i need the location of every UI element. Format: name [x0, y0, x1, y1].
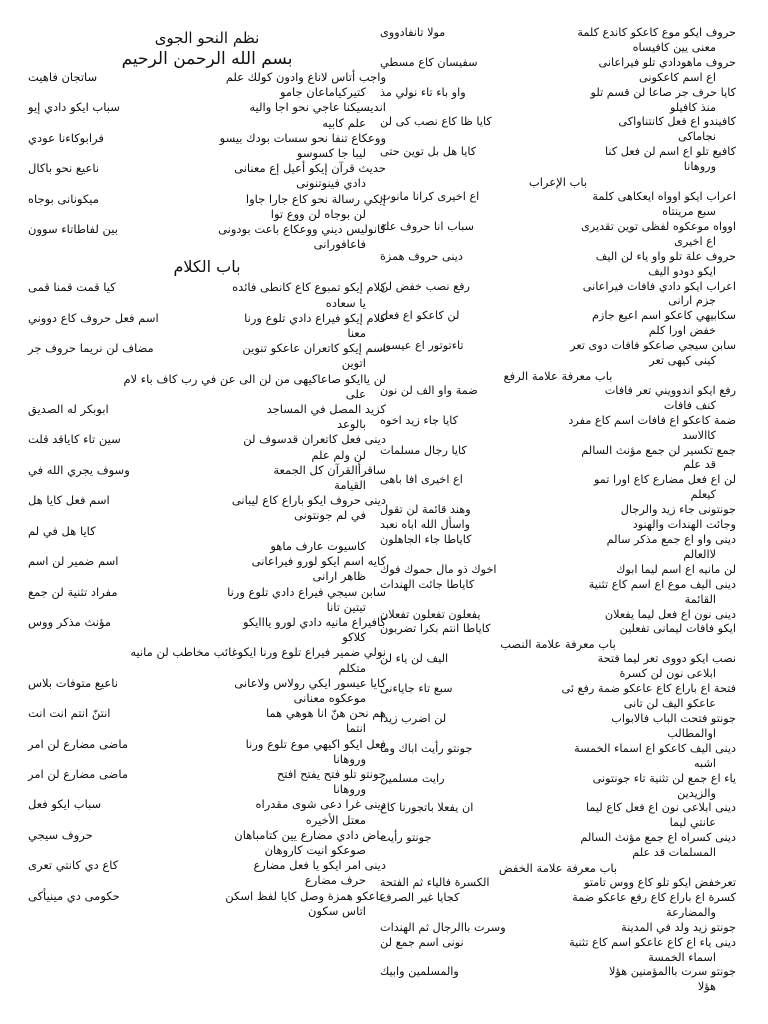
- verse-continuation: اوالمطالب: [667, 726, 716, 740]
- verse: [380, 563, 736, 578]
- verse-second-half: مفراد تثنية لن جمع: [28, 584, 118, 599]
- verse: [380, 384, 736, 414]
- verse-continuation: سبع مرينتاه: [662, 204, 716, 218]
- verse-continuation: كنف فافات: [663, 398, 716, 412]
- verse: [380, 86, 736, 116]
- verse-second-half: ميكونانى بوجاه: [28, 191, 99, 206]
- verse-continuation: كاالاسد: [682, 428, 716, 442]
- verse-continuation: اتوين: [341, 356, 366, 371]
- verse-first-half: جونتو فتحت الباب فالابواب: [611, 711, 736, 725]
- verse-second-half: لن كاعكو اع فعل: [380, 309, 460, 323]
- verse: [380, 518, 736, 533]
- verse-second-half: واو باء تاء نولي مذ: [380, 85, 466, 99]
- verse: [380, 712, 736, 742]
- verse-second-half: رفع نصب خفض لن: [380, 279, 470, 293]
- verse-continuation: انتما: [345, 721, 366, 736]
- verse-first-half: اوواه موعكوه لفظى توين تقديرى: [580, 219, 736, 233]
- verse: [28, 280, 386, 310]
- verse-continuation: حرف مضارع: [304, 873, 366, 888]
- verse-continuation: فاعافورانى: [313, 237, 366, 252]
- verse-first-half: رفع ايكو اندوويني تعر فافات: [604, 383, 736, 397]
- verse-continuation: معنى يين كافيساه: [632, 40, 716, 54]
- verse: [28, 524, 386, 554]
- verse-second-half: وهند قائمة لن تقول: [380, 503, 471, 517]
- verse: [28, 645, 386, 675]
- verse-continuation: علم كابيه: [322, 115, 366, 130]
- verse-first-half: نولي ضمير فيراع تلوع ورنا ايكوغائب مخاطب لن مانيه: [130, 645, 386, 660]
- verse-first-half: كايه اسم ايكو لورو فيراعانى: [251, 554, 386, 569]
- verse: [380, 339, 736, 369]
- verse-second-half: [28, 645, 116, 660]
- verse-second-half: مولا تانفادووى: [380, 26, 446, 39]
- verse-continuation: دادي فينوتنونى: [296, 176, 366, 191]
- verse-second-half: مؤنث مذكر ووس: [28, 614, 112, 629]
- verse-continuation: والزيدين: [677, 786, 716, 800]
- verse-first-half: جونتو زيد ولد في المدينة: [621, 920, 736, 934]
- verse: [28, 463, 386, 493]
- verse-first-half: كايا حرف جر صاعا لن قسم تلو: [590, 85, 736, 99]
- verse-first-half: كانوليس ديني ووعكاع باعت بودونى: [218, 222, 386, 237]
- verse-second-half: اع اخيرى كرانا مانوت: [380, 190, 480, 204]
- verse-second-half: دينى حروف همزة: [380, 249, 463, 263]
- verse: [380, 831, 736, 861]
- verse-first-half: دينى ابلاعى نون اع فعل كاع ليما: [585, 801, 736, 815]
- document-title: نظم النحو الجوى: [154, 29, 260, 47]
- verse: [28, 737, 386, 767]
- verse-continuation: المسلمات قد علم: [632, 846, 716, 860]
- verse-continuation: اع اخيرى: [674, 234, 716, 248]
- verse: [28, 615, 386, 645]
- verse-second-half: لن اضرب زيدا: [380, 711, 447, 725]
- verse-continuation: موعكوه معنانى: [293, 690, 366, 705]
- verse: [28, 493, 386, 523]
- verse: [380, 772, 736, 802]
- verse-continuation: نجاماكى: [677, 130, 716, 144]
- verse-second-half: فرابوكاءنا عودي: [28, 130, 104, 145]
- verse-second-half: حكومى دي مينيأكى: [28, 888, 120, 903]
- verse: [380, 578, 736, 608]
- verse-second-half: كايا جاء زيد اخوه: [380, 413, 458, 427]
- verse-continuation: صوعكو انيت كاروهان: [264, 842, 366, 857]
- verse-first-half: وجائت الهندات والهنود: [632, 518, 736, 532]
- verse: [380, 533, 736, 563]
- verse: [28, 706, 386, 736]
- verse-first-half: دينى امر ايكو يا فعل مضارع: [253, 858, 386, 873]
- verse-second-half: والمسلمين وابيك: [380, 965, 459, 979]
- verse-first-half: دينى ياء اع كاع عاعكو اسم كاع تثنية: [569, 935, 736, 949]
- right-column-content: [380, 26, 736, 995]
- verse-continuation: بالوعد: [336, 417, 366, 432]
- verse-second-half: كاياطا انتم بكرا تضربون: [380, 622, 491, 636]
- verse: [380, 115, 736, 145]
- verse-second-half: سين تاء كاياقد قلت: [28, 432, 121, 447]
- verse-continuation: كينى كيهى تعر: [649, 354, 716, 368]
- verse-second-half: سباب ايكو دادي إيو: [28, 100, 120, 115]
- verse-first-half: سكابيهي كاعكو اسم اعيع جازم: [591, 309, 736, 323]
- verse-second-half: كايا ظا كاع نصب كى لن: [380, 115, 492, 129]
- verse: [28, 70, 386, 100]
- verse-first-half: حديث قرآن إيكو أعيل إع معنانى: [234, 161, 386, 176]
- verse-first-half: دينى حروف ايكو باراع كاع ليبانى: [231, 493, 386, 508]
- verse-continuation: اع اسم كاعكونى: [638, 70, 716, 84]
- verse-first-half: لن اع فعل مضارع كاع اورا تمو: [593, 473, 736, 487]
- verse-second-half: كاياطا جاء الجاهلون: [380, 533, 472, 546]
- verse-first-half: نصب ايكو دووى تعر ليما فتحة: [597, 652, 736, 666]
- verse-second-half: ناعيع متوفات بلاس: [28, 675, 118, 690]
- verse-first-half: كلام إيكو فيراع دادي تلوع ورنا: [244, 310, 386, 325]
- verse-second-half: ساتجان فاهيت: [28, 70, 98, 84]
- verse-first-half: كافيندو اع فعل كانتناواكى: [618, 115, 736, 129]
- verse-second-half: كايا هل بل توين حتى: [380, 145, 477, 159]
- verse: [28, 372, 386, 402]
- verse-first-half: ووعكاع تنفا نحو سسات بودك بيسو: [219, 130, 386, 145]
- verse-first-half: هم نحن هنّ انا هوهي هما: [266, 706, 386, 721]
- verse: [28, 311, 386, 341]
- verse: [380, 56, 736, 86]
- verse: [28, 432, 386, 462]
- verse-first-half: جونتو تلو فتح يفتح افتح: [276, 766, 386, 781]
- verse: [380, 608, 736, 623]
- heading-bab-kalam: باب الكلام: [173, 257, 241, 277]
- verse-second-half: ابوبكر له الصديق: [28, 402, 109, 417]
- verse-first-half: كسرة اع باراع كاع رفع عاعكو ضمة: [572, 890, 736, 904]
- verse-second-half: ماضى مضارع لن امر: [28, 766, 128, 781]
- verse: [380, 280, 736, 310]
- verse: [380, 444, 736, 474]
- verse-second-half: كايا هل في لم: [28, 523, 96, 538]
- verse-second-half: اسم ضمير لن اسم: [28, 554, 119, 569]
- verse-second-half: [28, 372, 109, 387]
- verse-second-half: وسوف يجري الله في: [28, 462, 130, 477]
- verse: [380, 26, 736, 56]
- verse-first-half: دينى نون اع فعل ليما يفعلان: [604, 607, 736, 621]
- verse-first-half: ياء اع جمع لن تثنية تاء جونتونى: [592, 771, 736, 785]
- verse-first-half: لن مانيه اع اسم ليما ابوك: [616, 562, 736, 576]
- verse-second-half: سبع تاء جاياءنى: [380, 682, 453, 696]
- verse-second-half: كيا قمت قمنا قمى: [28, 280, 116, 295]
- verse-second-half: كجايا غير الصرف: [380, 890, 460, 904]
- verse-first-half: دينى واو اع جمع مذكر سالم: [606, 533, 736, 546]
- verse-first-half: كلام إيكو تمبوع كاع كانطى فائده: [232, 280, 386, 295]
- verse-second-half: كايا رجال مسلمات: [380, 443, 467, 457]
- verse: [28, 341, 386, 371]
- verse-continuation: ليبا جا كسوسو: [296, 146, 366, 161]
- verse-first-half: واجب أتاس لاناع وادون كولك علم: [225, 70, 386, 84]
- verse-first-half: حروف ماهودادي تلو فيراعانى: [598, 55, 736, 69]
- verse-first-half: كافيراع مانيه دادي لورو يااايكو: [242, 614, 386, 629]
- verse-first-half: عاعكو همزة وصل كايا لفظ اسكن: [225, 888, 386, 903]
- verse-continuation: على: [345, 386, 366, 401]
- verse: [28, 889, 386, 919]
- verse-continuation: كيعلم: [690, 488, 716, 502]
- verse-first-half: دينى اليف موع اع اسم كاع تثنية: [588, 577, 736, 591]
- verse-first-half: جمع تكسير لن جمع مؤنث السالم: [581, 443, 736, 457]
- verse-second-half: واسأل الله اباه نعبد: [380, 518, 471, 532]
- verse: [380, 801, 736, 831]
- verse-second-half: جونتو رأيت: [380, 831, 432, 845]
- verse-first-half: ماض دادي مضارع يين كتامباهان: [234, 827, 386, 842]
- left-column-content: [28, 26, 386, 919]
- verse-first-half: ضمة كاعكو اع فافات اسم كاع مفرد: [568, 413, 736, 427]
- verse-second-half: ضمة واو الف لن نون: [380, 383, 478, 397]
- verse-first-half: كايا عيسور ايكي رولاس ولاعانى: [234, 675, 386, 690]
- verse-first-half: فتحة اع باراع كاع عاعكو ضمة رفع ئى: [561, 682, 736, 696]
- verse: [380, 891, 736, 921]
- verse: [28, 767, 386, 797]
- verse: [28, 100, 386, 130]
- verse-second-half: جونتو رأيت اباك وما: [380, 741, 473, 755]
- verse: [28, 554, 386, 584]
- verse-continuation: هؤلا: [697, 980, 716, 994]
- verse-continuation: كتيركياماعان جامو: [279, 85, 366, 100]
- verse-second-half: اسم فعل كايا هل: [28, 493, 110, 508]
- verse-first-half: سابن سيجي فيراع دادي تلوع ورنا: [227, 584, 386, 599]
- verse-continuation: والمضارعة: [666, 905, 716, 919]
- verse-continuation: يا سعاده: [325, 295, 366, 310]
- verse-first-half: كزيد المصل في المساجد: [266, 402, 386, 417]
- verse: [380, 921, 736, 936]
- verse: [28, 161, 386, 191]
- verse-second-half: ان يفعلا باتجورنا كاع: [380, 801, 474, 815]
- verse: [380, 965, 736, 995]
- verse: [28, 192, 386, 222]
- verse-continuation: معنا: [347, 326, 366, 341]
- verse: [380, 622, 736, 637]
- verse: [380, 876, 736, 891]
- kalam-verses: [28, 280, 386, 919]
- verse-continuation: اشبه: [694, 756, 716, 770]
- verse-second-half: بين لفاطاتاء سوون: [28, 222, 118, 237]
- verse: [28, 676, 386, 706]
- verse: [380, 503, 736, 518]
- verse-first-half: كافيع تلو اع اسم لن فعل كنا: [604, 145, 736, 159]
- verse: [380, 473, 736, 503]
- verse-second-half: وسرت باالرجال ثم الهندات: [380, 920, 506, 934]
- verse-second-half: اسم فعل حروف كاع دووني: [28, 310, 159, 325]
- verse-continuation: ايكو دودو اليف: [648, 264, 716, 278]
- verse-continuation: وروهانا: [683, 160, 716, 174]
- verse-continuation: ابلاعى نون لن كسرة: [619, 667, 716, 681]
- verse-second-half: انتنّ انتم انت انت: [28, 706, 111, 721]
- verse-first-half: دينى فعل كاتعران قدسوف لن: [243, 432, 386, 447]
- verse-second-half: حروف سيجي: [28, 827, 93, 842]
- verse: [380, 190, 736, 220]
- verse-continuation: لن ولم علم: [311, 447, 366, 462]
- verse-first-half: دينى اليف كاعكو اع اسماء الخمسة: [574, 741, 736, 755]
- verse: [380, 652, 736, 682]
- verse-first-half: ايكو فافات ليمانى تفعلين: [619, 622, 736, 636]
- verse-continuation: كاسيوت عارف ماهو: [270, 538, 366, 553]
- verse-continuation: جزم ارانى: [668, 294, 716, 308]
- verse-continuation: وروهانا: [333, 751, 366, 766]
- verse-first-half: إيكي رسالة نحو كاع جارا جاوا: [245, 191, 386, 206]
- verse: [380, 742, 736, 772]
- intro-verses: [28, 70, 386, 252]
- verse: [380, 936, 736, 966]
- verse-continuation: لاالعالم: [683, 547, 716, 561]
- verse-second-half: رايت مسلمين: [380, 771, 445, 785]
- verse-first-half: جونتونى جاء زيد والرجال: [620, 503, 736, 517]
- verse-second-half: نونى اسم جمع لن: [380, 935, 464, 949]
- verse-continuation: معتل الأخيره: [305, 812, 366, 827]
- verse-second-half: ناعيع نحو باكال: [28, 161, 100, 176]
- verse-second-half: اليف لن ياء لن: [380, 652, 449, 666]
- section-heading: باب الإعراب: [528, 175, 588, 190]
- basmala: بسم الله الرحمن الرحيم: [121, 49, 293, 69]
- verse-continuation: اتاس سكون: [308, 903, 366, 918]
- verse-continuation: كلاكو: [342, 630, 366, 645]
- verse-first-half: اعراب ايكو اوواه ايعكاهى كلمة: [592, 190, 736, 204]
- verse-second-half: كاع دي كانتي تعرى: [28, 858, 119, 873]
- verse-second-half: ماضى مضارع لن امر: [28, 736, 128, 751]
- verse-continuation: لن بوجاه لن ووع توا: [270, 206, 366, 221]
- verse-first-half: فعل ايكو اكيهي موع تلوع ورنا: [245, 736, 386, 751]
- verse-second-half: اع اخيرى افا باهى: [380, 473, 463, 487]
- verse-first-half: سابن سيجي صاعكو فافات دوى تعر: [570, 339, 736, 353]
- verse-second-half: يفعلون تفعلون تفعلان: [380, 607, 481, 621]
- verse-continuation: متكلم: [338, 660, 366, 675]
- verse-continuation: في لم جونتونى: [294, 508, 366, 523]
- verse: [380, 309, 736, 339]
- verse-first-half: حروف علة تلو واو ياء لن اليف: [595, 249, 736, 263]
- verse: [28, 222, 386, 252]
- verse-second-half: سباب انا حروف علة: [380, 219, 474, 233]
- verse-first-half: جونتو سرت باالمؤمنين هؤلا: [608, 965, 736, 979]
- verse: [380, 145, 736, 175]
- section-heading: باب معرفة علامة الرفع: [503, 368, 613, 383]
- verse-continuation: عانتي ليما: [669, 816, 716, 830]
- verse-first-half: دينى كسراه اع جمع مؤنث السالم: [580, 831, 736, 845]
- verse-continuation: اسماء الخمسة: [648, 950, 716, 964]
- verse-continuation: خفض اورا كلم: [648, 324, 716, 338]
- verse: [380, 250, 736, 280]
- verse: [28, 131, 386, 161]
- verse-continuation: قد علم: [683, 458, 716, 472]
- verse-first-half: اسم إيكو كاتعران عاعكو تنوين: [242, 341, 386, 356]
- verse-first-half: لن ياايكو صاعاكيهى من لن الى عن في رب كاف باء لام: [123, 371, 386, 386]
- verse-continuation: منذ كافيلو: [670, 100, 716, 114]
- verse-continuation: ظاهر ارانى: [312, 569, 366, 584]
- verse-first-half: تعرخفض ايكو تلو كاع ووس تامتو: [584, 876, 736, 890]
- verse-first-half: ساقرأالقرآن كل الجمعة: [273, 462, 386, 477]
- verse-second-half: اخوك ذو مال حموك فوك: [380, 562, 497, 576]
- verse-continuation: وروهانا: [333, 782, 366, 797]
- verse-second-half: سباب ايكو فعل: [28, 797, 102, 812]
- verse: [380, 682, 736, 712]
- section-heading: باب معرفة علامة النصب: [500, 637, 616, 652]
- verse-second-half: كاياطا جائت الهندات: [380, 577, 475, 591]
- verse-first-half: حروف ايكو موع كاعكو كاندع كلمة: [577, 26, 736, 39]
- section-heading: باب معرفة علامة الخفض: [498, 861, 618, 876]
- verse-continuation: تيتين تانا: [326, 599, 366, 614]
- verse: [28, 797, 386, 827]
- verse-second-half: الكسرة فالياء ثم الفتحة: [380, 876, 490, 890]
- verse: [28, 828, 386, 858]
- verse: [380, 220, 736, 250]
- verse-continuation: القائمة: [684, 592, 716, 606]
- verse-second-half: سفيسان كاع مسطي: [380, 55, 478, 69]
- verse-first-half: اعراب ايكو دادي فافات فيراعانى: [582, 279, 736, 293]
- verse-continuation: القيامة: [334, 478, 366, 493]
- verse-second-half: تاءتوتور اع عيسور: [380, 339, 464, 353]
- verse: [28, 585, 386, 615]
- verse: [28, 402, 386, 432]
- verse-first-half: دينى غرا دعى شوى مقدراه: [255, 797, 386, 812]
- verse-first-half: انديسيكنا عاجي نحو اجا واليه: [249, 100, 386, 115]
- verse-second-half: مضاف لن نريما حروف جر: [28, 341, 154, 356]
- verse-continuation: عاعكو اليف لن تانى: [623, 697, 716, 711]
- verse: [380, 414, 736, 444]
- verse: [28, 858, 386, 888]
